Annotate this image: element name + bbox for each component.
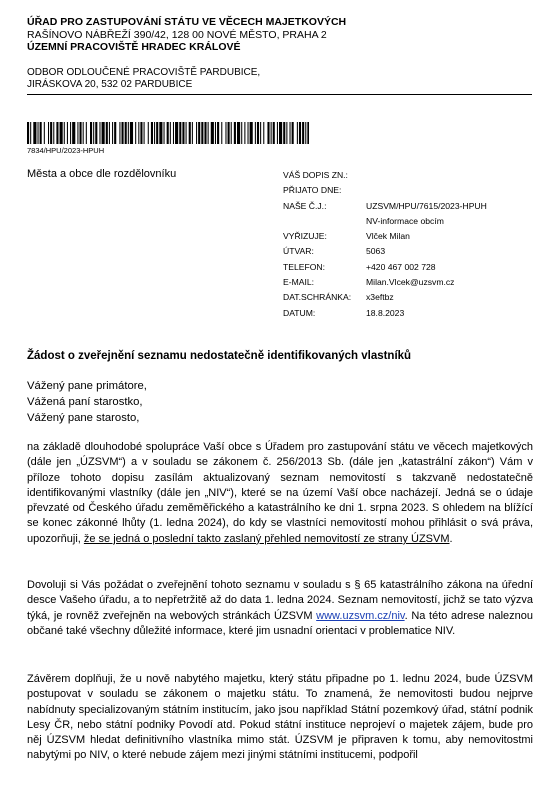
paragraph-text: Dovoluji si Vás požádat o zveřejnění tohoto seznamu v souladu s § 65 katastrálního zákona na úřední desce Vašeho úřadu, a to nepřetržitě až do data 1. ledna 2024. Seznam nemovitostí, jichž se tato výzva týká, je rovněž zveřejněn na webových stránkách ÚZSVM [27,579,533,622]
reference-label: VYŘIZUJE: [283,231,327,242]
salutation-line: Vážená paní starostko, [27,396,143,408]
paragraph-end: . Na této adrese naleznou občané také všechny důležité informace, které jim usnadní orientaci v problematice NIV. [27,609,533,637]
paragraph-end: . [449,532,453,545]
org-name: ÚŘAD PRO ZASTUPOVÁNÍ STÁTU VE VĚCECH MAJETKOVÝCH [27,16,347,28]
department-street: JIRÁSKOVA 20, 532 02 PARDUBICE [27,79,193,90]
reference-row [283,292,487,307]
reference-row [283,201,487,216]
reference-label: PŘIJATO DNE: [283,185,342,196]
reference-label: NAŠE Č.J.: [283,200,327,211]
reference-value: 18.8.2023 [366,307,405,318]
salutation [27,378,147,426]
letterhead [27,16,346,54]
paragraph-3 [27,672,533,764]
org-branch: ÚZEMNÍ PRACOVIŠTĚ HRADEC KRÁLOVÉ [27,41,241,53]
reference-value: NV-informace obcím [366,215,444,226]
reference-row [283,216,487,231]
reference-label: ÚTVAR: [283,246,314,257]
header-divider [27,94,532,95]
org-address: RAŠÍNOVO NÁBŘEŽÍ 390/42, 128 00 NOVÉ MĚSTO, PRAHA 2 [27,28,327,41]
reference-row [283,231,487,246]
reference-label: DATUM: [283,307,316,318]
paragraph-text: Závěrem doplňuji, že u nově nabytého majetku, který státu připadne po 1. lednu 2024, bude ÚZSVM postupovat v souladu se zákonem o majetku státu. To znamená, že nemovitosti budou nejprve nabídnuty specializovaným státním institucím, jako jsou například Státní pozemkový úřad, státní podnik Lesy ČR, nebo státní podniky Povodí atd. Pokud státní instituce neprojeví o majetek zájem, bude pro něj ÚZSVM hledat definitivního vlastníka mimo stát. ÚZSVM je připraven k tomu, aby nemovitostmi nabytými po NIV, o které nebude zájem mezi jinými státními institucemi, podpořil [27,673,533,762]
barcode [27,122,309,144]
reference-value: x3eftbz [366,292,394,303]
salutation-line: Vážený pane starosto, [27,412,140,424]
reference-label: TELEFON: [283,261,326,272]
recipient: Města a obce dle rozdělovníku [27,168,177,180]
website-link[interactable]: www.uzsvm.cz/niv [316,609,405,622]
paragraph-1 [27,440,533,547]
underlined-notice: že se jedná o poslední takto zaslaný přehled nemovitostí ze strany ÚZSVM [83,532,450,545]
paragraph-2 [27,578,533,639]
reference-row [283,246,487,261]
paragraph-text: na základě dlouhodobé spolupráce Vaší obce s Úřadem pro zastupování státu ve věcech majetkových (dále jen „ÚZSVM“) a v souladu se zákonem č. 256/2013 Sb. (dále jen „katastrální zákon“) Vám v příloze tohoto dopisu zasílám aktualizovaný seznam nemovitostí s takzvaně nedostatečně identifikovanými vlastníky (dále jen „NIV“), které se na území Vaší obce nacházejí. Jedná se o údaje převzaté od Českého úřadu zeměměřického a katastrálního ke dni 1. srpna 2023. S ohledem na blížící se konec zákonné lhůty (1. ledna 2024), do kdy se vlastníci nemovitostí mohou přihlásit o svá práva, upozorňuji, [27,441,533,545]
reference-row [283,170,487,185]
reference-row [283,262,487,277]
reference-value: UZSVM/HPU/7615/2023-HPUH [366,200,487,211]
reference-value: Milan.Vlcek@uzsvm.cz [366,277,455,288]
reference-value: 5063 [366,246,386,257]
reference-label: VÁŠ DOPIS ZN.: [283,170,348,180]
department-address [27,67,260,91]
reference-label: E-MAIL: [283,277,315,288]
reference-value: Vlček Milan [366,231,410,242]
reference-row [283,277,487,292]
reference-row [283,308,487,323]
salutation-line: Vážený pane primátore, [27,380,147,392]
department-name: ODBOR ODLOUČENÉ PRACOVIŠTĚ PARDUBICE, [27,67,261,78]
reference-row [283,185,487,200]
reference-block [283,170,487,323]
barcode-number: 7834/HPU/2023-HPUH [27,146,105,155]
reference-label: DAT.SCHRÁNKA: [283,292,352,303]
reference-value: +420 467 002 728 [366,261,436,272]
letter-subject: Žádost o zveřejnění seznamu nedostatečně identifikovaných vlastníků [27,350,412,362]
